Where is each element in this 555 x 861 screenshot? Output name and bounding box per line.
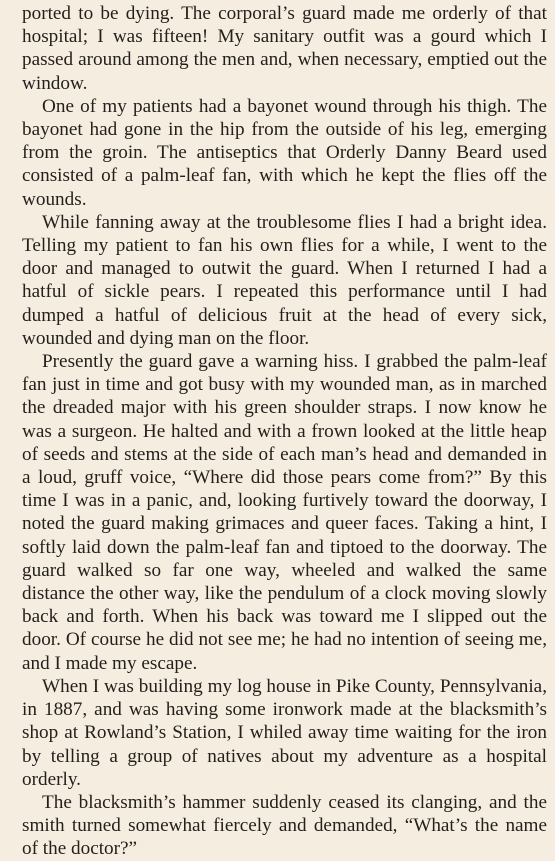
paragraph-major-escape: Presently the guard gave a warning hiss. I grabbed the palm-leaf fan just in time and got busy with my wounded man, as in marched the dreaded major with his green shoulder straps. I now know he was a surgeon. He halted and with a frown looked at the little heap of seeds and stems at the side of each man’s head and demanded in a loud, gruff voice, “Where did those pears come from?” By this time I was in a panic, and, looking furtively toward the doorway, I noted the guard making grimaces and queer faces. Taking a hint, I softly laid down the palm-leaf fan and tiptoed to the doorway. The guard walked so far one way, wheeled and walked the same distance the other way, like the pendulum of a clock moving slowly back and forth. When his back was toward me I slipped out the door. Of course he did not see me; he had no intention of seeing me, and I made my escape.	[22, 351, 547, 674]
paragraph-log-house: When I was building my log house in Pike County, Pennsylvania, in 1887, and was having some ironwork made at the blacksmith’s shop at Rowland’s Station, I whiled away time waiting for the iron by telling a group of natives about my adventure as a hospital orderly.	[22, 675, 547, 790]
paragraph-bayonet-wound: One of my patients had a bayonet wound through his thigh. The bayonet had gone in the hip from the outside of his leg, emerging from the groin. The antiseptics that Orderly Danny Beard used consisted of a palm-leaf fan, with which he kept the flies off the wounds.	[22, 95, 547, 210]
paragraph-blacksmith: The blacksmith’s hammer suddenly ceased its clanging, and the smith turned somewhat fiercely and demanded, “What’s the name of the doctor?”	[22, 791, 547, 860]
paragraph-sickle-pears: While fanning away at the troublesome flies I had a bright idea. Telling my patient to fan his own flies for a while, I went to the door and managed to outwit the guard. When I returned I had a hatful of sickle pears. I repeated this performance until I had dumped a hatful of delicious fruit at the head of every sick, wounded and dying man on the floor.	[22, 211, 547, 349]
paragraph-continued: ported to be dying. The corporal’s guard made me orderly of that hospital; I was fifteen! My sanitary outfit was a gourd which I passed around among the men and, when necessary, emptied out the window.	[22, 3, 547, 94]
